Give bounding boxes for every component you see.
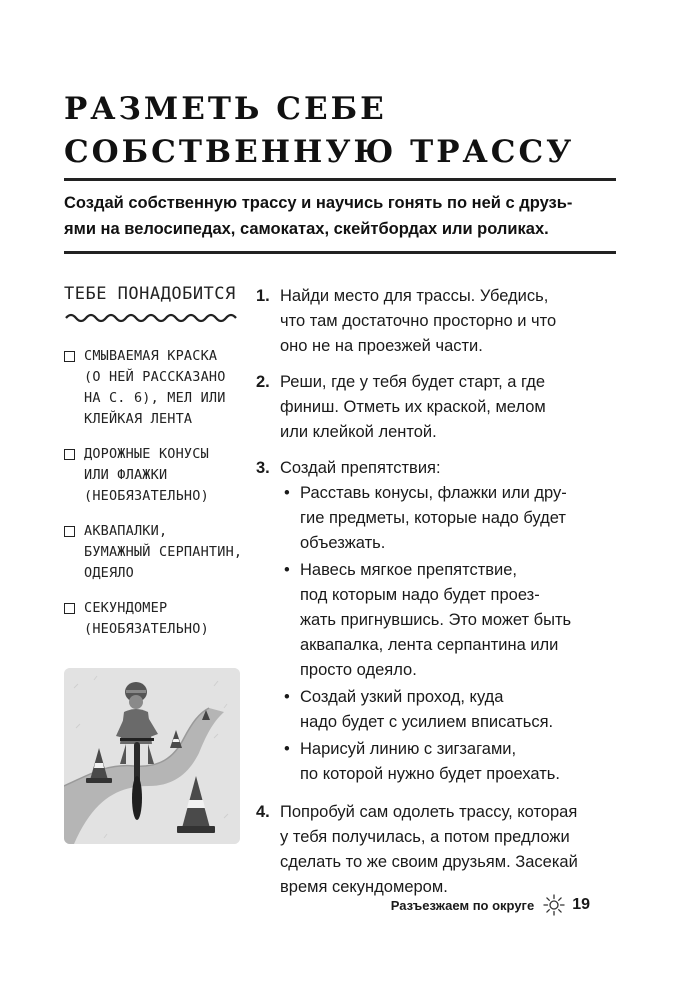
needs-item-line: (НЕОБЯЗАТЕЛЬНО)	[84, 488, 209, 504]
step-line: Попробуй сам одолеть трассу, которая	[280, 803, 578, 821]
needs-item-line: (НЕОБЯЗАТЕЛЬНО)	[84, 621, 209, 637]
title-line: СОБСТВЕННУЮ ТРАССУ	[64, 134, 575, 170]
step-item	[256, 456, 636, 789]
needs-item-line: АКВАПАЛКИ,	[84, 523, 168, 539]
needs-item-line: ОДЕЯЛО	[84, 565, 134, 581]
page-number: 19	[572, 896, 590, 913]
needs-list	[64, 346, 254, 654]
checkbox-icon	[64, 351, 75, 362]
bullet-icon: •	[284, 484, 290, 502]
page-footer	[391, 893, 590, 917]
intro-top-rule	[64, 178, 616, 181]
needs-item-line: СЕКУНДОМЕР	[84, 600, 168, 616]
checkbox-icon	[64, 526, 75, 537]
needs-item	[64, 521, 254, 584]
bullet-line: Расставь конусы, флажки или дру-	[300, 484, 567, 502]
step-item	[256, 284, 636, 359]
needs-item-line: НА С. 6), МЕЛ ИЛИ	[84, 390, 226, 406]
step-line: оно не на проезжей части.	[280, 337, 483, 355]
step-line: что там достаточно просторно и что	[280, 312, 557, 330]
section-name: Разъезжаем по округе	[390, 897, 535, 913]
step-item	[256, 800, 636, 900]
obstacle-bullets	[284, 481, 571, 787]
bullet-line: жать пригнувшись. Это может быть	[300, 611, 572, 629]
bullet-line: по которой нужно будет проехать.	[300, 765, 560, 783]
step-line: Найди место для трассы. Убедись,	[280, 287, 549, 305]
step-line: или клейкой лентой.	[280, 423, 437, 441]
step-line: сделать то же своим друзьям. Засекай	[280, 853, 578, 871]
steps-list	[256, 284, 636, 911]
needs-item-line: КЛЕЙКАЯ ЛЕНТА	[84, 411, 193, 427]
bullet-line: объезжать.	[300, 534, 386, 552]
needs-item-line: СМЫВАЕМАЯ КРАСКА	[84, 348, 218, 364]
bullet-item	[284, 481, 571, 556]
bullet-icon: •	[284, 740, 290, 758]
intro-line: Создай собственную трассу и научись гонять по ней с друзь-	[64, 194, 573, 212]
step-number: 1.	[256, 287, 270, 305]
needs-item-line: ДОРОЖНЫЕ КОНУСЫ	[84, 446, 209, 462]
bullet-item	[284, 737, 571, 787]
bullet-line: просто одеяло.	[300, 661, 417, 679]
bullet-line: аквапалка, лента серпантина или	[300, 636, 559, 654]
needs-item-line: ИЛИ ФЛАЖКИ	[84, 467, 168, 483]
step-line: Создай препятствия:	[280, 459, 441, 477]
step-number: 3.	[256, 459, 270, 477]
intro-text	[64, 190, 620, 242]
intro-line: ями на велосипедах, самокатах, скейтбордах или роликах.	[64, 220, 549, 238]
page-title	[64, 88, 624, 174]
needs-heading: ТЕБЕ ПОНАДОБИТСЯ	[64, 284, 236, 304]
sun-icon	[542, 893, 566, 917]
step-item	[256, 370, 636, 445]
bullet-line: Создай узкий проход, куда	[300, 688, 504, 706]
needs-item	[64, 444, 254, 507]
bullet-item	[284, 685, 571, 735]
needs-item	[64, 598, 254, 640]
step-number: 2.	[256, 373, 270, 391]
bullet-item	[284, 558, 571, 683]
checkbox-icon	[64, 449, 75, 460]
needs-item	[64, 346, 254, 430]
bullet-line: гие предметы, которые надо будет	[300, 509, 566, 527]
step-line: время секундомером.	[280, 878, 448, 896]
step-line: у тебя получилась, а потом предложи	[280, 828, 570, 846]
step-number: 4.	[256, 803, 270, 821]
step-line: финиш. Отметь их краской, мелом	[280, 398, 546, 416]
bullet-line: надо будет с усилием вписаться.	[300, 713, 554, 731]
needs-item-line: БУМАЖНЫЙ СЕРПАНТИН,	[84, 544, 243, 560]
bullet-line: под которым надо будет проез-	[300, 586, 540, 604]
bike-course-illustration	[64, 668, 240, 844]
needs-item-line: (О НЕЙ РАССКАЗАНО	[84, 369, 226, 385]
checkbox-icon	[64, 603, 75, 614]
bullet-icon: •	[284, 561, 290, 579]
step-line: Реши, где у тебя будет старт, а где	[280, 373, 546, 391]
bullet-icon: •	[284, 688, 290, 706]
illustration-art	[64, 668, 240, 844]
intro-bottom-rule	[64, 251, 616, 254]
bullet-line: Навесь мягкое препятствие,	[300, 561, 517, 579]
title-line: РАЗМЕТЬ СЕБЕ	[64, 91, 387, 127]
bullet-line: Нарисуй линию с зигзагами,	[300, 740, 517, 758]
wavy-divider	[64, 311, 240, 325]
